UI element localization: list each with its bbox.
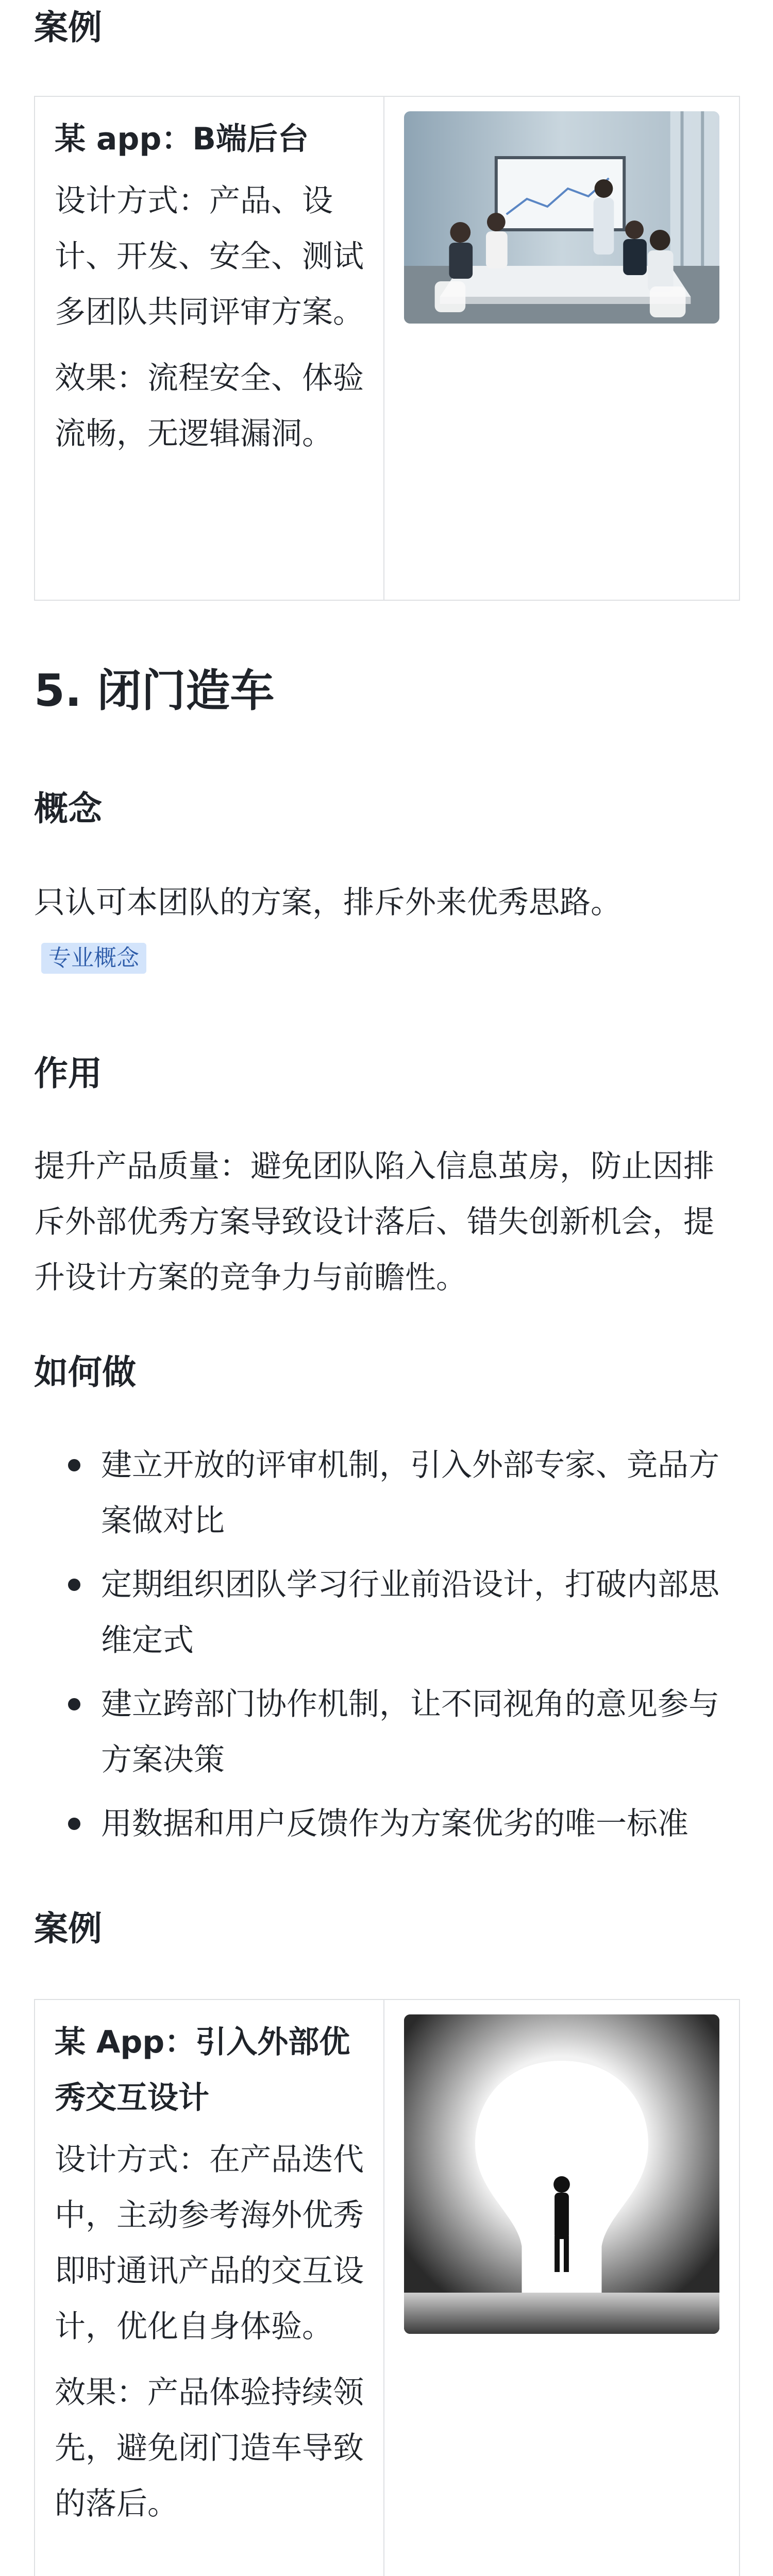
case-heading: 案例 <box>34 8 102 47</box>
bullet-dot <box>68 1818 80 1830</box>
bullet-dot <box>68 1698 80 1710</box>
concept-text: 只认可本团队的方案，排斥外来优秀思路。 <box>34 885 621 921</box>
case-table <box>34 96 740 601</box>
lightbulb-photo-icon <box>404 2014 719 2334</box>
concept-tag: 专业概念 <box>41 943 146 974</box>
list-item: 定期组织团队学习行业前沿设计，打破内部思维定式 <box>34 1557 740 1668</box>
case-title: 某 app：B端后台 <box>55 121 309 157</box>
case-effect: 效果：产品体验持续领先，避免闭门造车导致的落后。 <box>55 2375 364 2522</box>
case-text-cell <box>35 2000 384 2576</box>
bullet-dot <box>68 1459 80 1471</box>
case-design-method: 设计方式：产品、设计、开发、安全、测试多团队共同评审方案。 <box>55 183 364 330</box>
case-text-cell <box>35 97 384 600</box>
case-image-cell <box>384 2000 739 2576</box>
case-effect: 效果：流程安全、体验流畅，无逻辑漏洞。 <box>55 360 364 452</box>
list-item: 建立跨部门协作机制，让不同视角的意见参与方案决策 <box>34 1676 740 1788</box>
bullet-dot <box>68 1579 80 1591</box>
how-list <box>34 1437 740 1860</box>
role-text: 提升产品质量：避免团队陷入信息茧房，防止因排斥外部优秀方案导致设计落后、错失创新机会，提升设计方案的竞争力与前瞻性。 <box>34 1148 714 1296</box>
how-heading: 如何做 <box>34 1352 136 1392</box>
meeting-photo-icon <box>404 111 719 324</box>
case-design-method: 设计方式：在产品迭代中，主动参考海外优秀即时通讯产品的交互设计，优化自身体验。 <box>55 2142 364 2345</box>
case-heading: 案例 <box>34 1909 102 1948</box>
list-item: 建立开放的评审机制，引入外部专家、竞品方案做对比 <box>34 1437 740 1549</box>
concept-heading: 概念 <box>34 789 102 828</box>
case-table <box>34 1999 740 2576</box>
section-title: 5. 闭门造车 <box>34 665 275 717</box>
list-item: 用数据和用户反馈作为方案优劣的唯一标准 <box>34 1796 740 1852</box>
case-image-cell <box>384 97 739 600</box>
case-title: 某 App：引入外部优秀交互设计 <box>55 2024 350 2116</box>
role-heading: 作用 <box>34 1054 102 1093</box>
